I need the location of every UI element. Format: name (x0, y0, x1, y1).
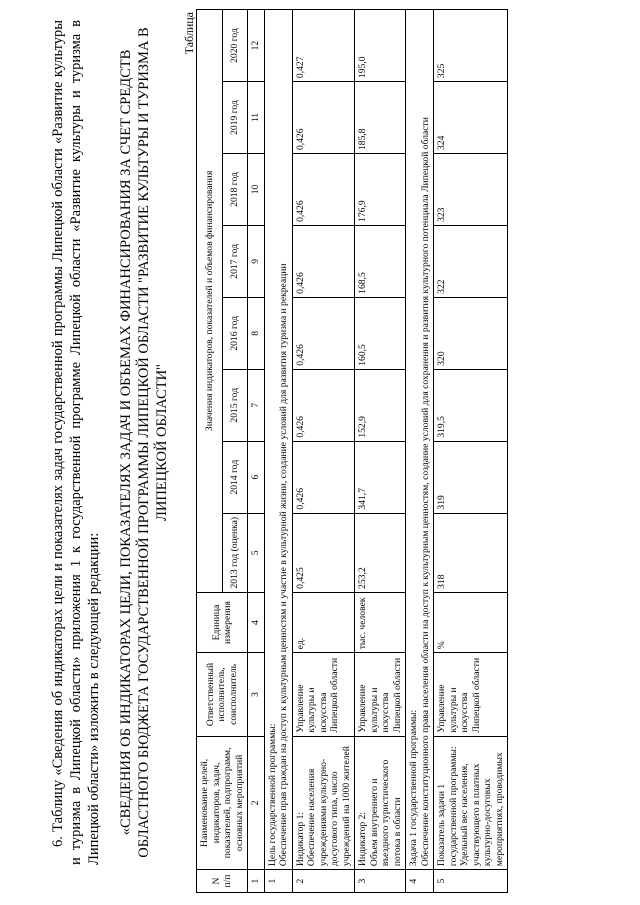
row-value: 0,427 (292, 10, 355, 82)
row-number: 3 (355, 870, 406, 893)
row-number: 1 (264, 870, 292, 893)
column-number: 12 (248, 10, 265, 82)
header-year: 2020 год (222, 10, 248, 82)
row-value: 0,426 (292, 369, 355, 441)
row-value: 0,425 (292, 513, 355, 592)
row-value: 318 (434, 513, 508, 592)
column-numbers-row (248, 10, 265, 893)
row-value: 152,9 (355, 369, 406, 441)
header-year: 2019 год (222, 82, 248, 154)
column-number: 11 (248, 82, 265, 154)
row-number: 5 (434, 870, 508, 893)
row-value: 319 (434, 441, 508, 513)
row-unit: % (434, 592, 508, 652)
document-heading: «СВЕДЕНИЯ ОБ ИНДИКАТОРАХ ЦЕЛИ, ПОКАЗАТЕЛЯХ ЗАДАЧ И ОБЪЕМАХ ФИНАНСИРОВАНИЯ ЗА СЧЕТ СРЕДСТВ ОБЛАСТНОГО БЮДЖЕТА ГОСУДАРСТВЕННОЙ ПРОГРАММЫ ЛИПЕЦКОЙ ОБЛАСТИ "РАЗВИТИЕ КУЛЬТУРЫ И ТУРИЗМА В ЛИПЕЦКОЙ ОБЛАСТИ" (117, 27, 170, 858)
row-unit: ед. (292, 592, 355, 652)
header-year: 2016 год (222, 297, 248, 369)
row-value: 0,426 (292, 153, 355, 225)
row-value: 322 (434, 225, 508, 297)
header-unit: Единица измерения (197, 592, 248, 652)
row-unit: тыс. человек (355, 592, 406, 652)
column-number: 3 (248, 653, 265, 736)
column-number: 1 (248, 870, 265, 893)
header-year: 2013 год (оценка) (222, 513, 248, 592)
row-value: 341,7 (355, 441, 406, 513)
header-year: 2014 год (222, 441, 248, 513)
column-number: 2 (248, 736, 265, 869)
row-value: 0,426 (292, 297, 355, 369)
table-caption: Таблица (182, 12, 196, 55)
row-number: 2 (292, 870, 355, 893)
header-year: 2015 год (222, 369, 248, 441)
table-row (434, 10, 508, 893)
row-value: 323 (434, 153, 508, 225)
row-name: Показатель задачи 1 государственной программы: Удельный вес населения, участвующего в платных культурно-досуговых мероприятиях, проводимых (434, 736, 508, 869)
row-value: 0,426 (292, 225, 355, 297)
header-row (197, 10, 223, 893)
row-number: 4 (406, 870, 434, 893)
row-name: Индикатор 2: Объем внутреннего и въездного туристического потока в области (355, 736, 406, 869)
row-value: 319,5 (434, 369, 508, 441)
row-value: 325 (434, 10, 508, 82)
row-value: 195,0 (355, 10, 406, 82)
column-number: 5 (248, 513, 265, 592)
row-value: 0,426 (292, 441, 355, 513)
row-executor: Управление культуры и искусства Липецкой области (434, 653, 508, 736)
column-number: 9 (248, 225, 265, 297)
header-year: 2018 год (222, 153, 248, 225)
row-executor: Управление культуры и искусства Липецкой области (292, 653, 355, 736)
row-value: 160,5 (355, 297, 406, 369)
intro-paragraph: 6. Таблицу «Сведения об индикаторах цели и показателях задач государственной программы Липецкой области «Развитие культуры и туризма в Липецкой области» приложения 1 к государственной программе Липецкой области «Развитие культуры и туризма в Липецкой области» изложить в следующей редакции: (49, 20, 102, 865)
column-number: 7 (248, 369, 265, 441)
row-full-text: Задача 1 государственной программы: Обеспечение конституционного права населения области на доступ к культурным ценностям, создание условий для сохранения и развития культурного потенциала Липецкой области (406, 10, 434, 870)
header-values-group: Значения индикаторов, показателей и объемов финансирования (197, 10, 223, 593)
row-value: 0,426 (292, 82, 355, 154)
header-num: N п/п (197, 870, 248, 893)
table-row (292, 10, 355, 893)
column-number: 10 (248, 153, 265, 225)
row-value: 324 (434, 82, 508, 154)
column-number: 4 (248, 592, 265, 652)
header-name: Наименование целей, индикаторов, задач, показателей, подпрограмм, основных мероприятий (197, 736, 248, 869)
row-value: 320 (434, 297, 508, 369)
row-name: Индикатор 1: Обеспечение населения учреждениями культурно-досугового типа, число учреждений на 1000 жителей (292, 736, 355, 869)
indicators-table (196, 9, 508, 893)
row-value: 253,2 (355, 513, 406, 592)
row-executor: Управление культуры и искусства Липецкой области (355, 653, 406, 736)
row-value: 176,9 (355, 153, 406, 225)
table-row (264, 10, 292, 893)
column-number: 6 (248, 441, 265, 513)
table-row (355, 10, 406, 893)
row-full-text: Цель государственной программы: Обеспечение прав граждан на доступ к культурным ценностям и участие в культурной жизни, создание условий для развития туризма и рекреации (264, 10, 292, 870)
header-year: 2017 год (222, 225, 248, 297)
row-value: 168,5 (355, 225, 406, 297)
column-number: 8 (248, 297, 265, 369)
row-value: 185,8 (355, 82, 406, 154)
header-executor: Ответственный исполнитель, соисполнитель (197, 653, 248, 736)
table-row (406, 10, 434, 893)
